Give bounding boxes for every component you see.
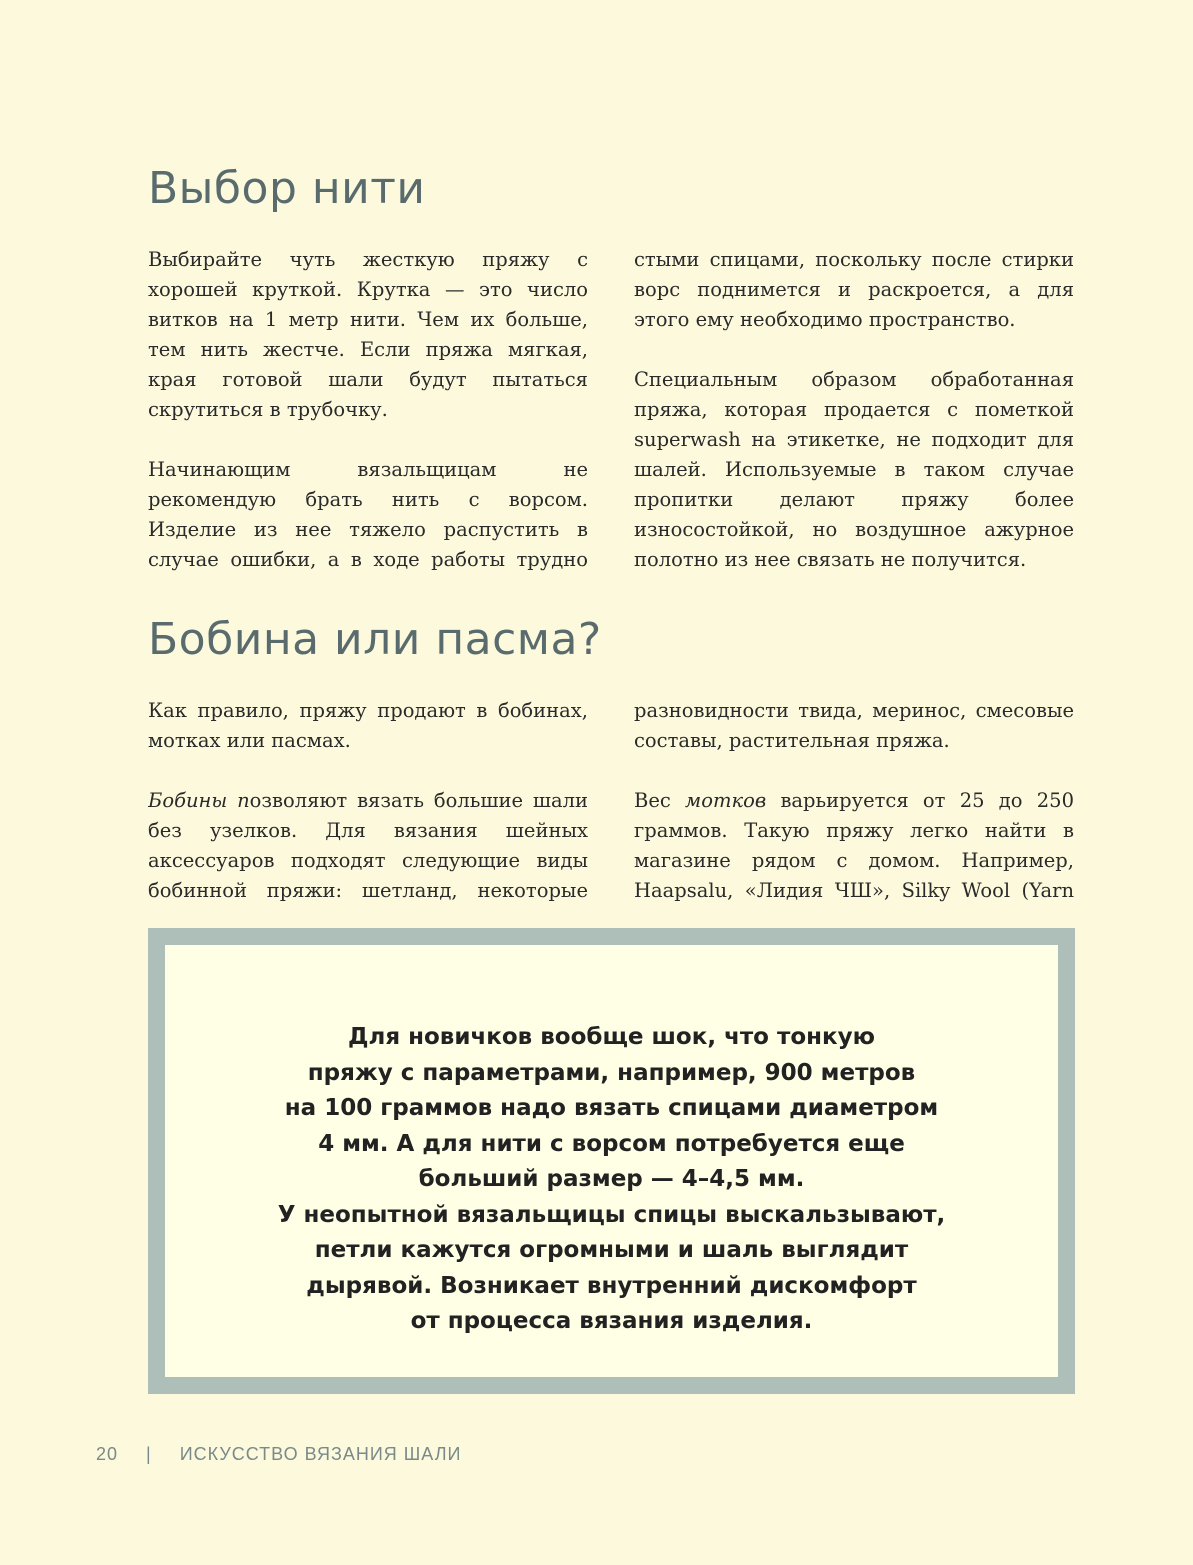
section-heading-bobbin-or-skein: Бобина или пасма? [148, 614, 602, 665]
callout-text [165, 1020, 1058, 1340]
column-left-2 [148, 696, 588, 906]
callout-line: петли кажутся огромными и шаль выглядит [314, 1237, 909, 1263]
callout-line: дырявой. Возникает внутренний дискомфорт [306, 1272, 917, 1299]
paragraph-text: Вес [634, 789, 686, 812]
paragraph: Выбирайте чуть жесткую пряжу с хорошей круткой. Крутка — это число витков на 1 метр нити. Чем их больше, тем нить жестче. Если пряжа мягкая, края готовой шали будут пытаться скрутиться в трубочку. [148, 248, 588, 421]
page-number: 20 [96, 1444, 119, 1464]
continued-text: стыми спицами, поскольку после стирки ворс поднимется и раскроется, а для этого ему необходимо пространство. [634, 248, 1074, 331]
book-title: ИСКУССТВО ВЯЗАНИЯ ШАЛИ [179, 1444, 462, 1464]
column-right-2 [634, 696, 1074, 906]
callout-line: пряжу с параметрами, например, 900 метров [307, 1059, 916, 1086]
paragraph: Как правило, пряжу продают в бобинах, мотках или пасмах. [148, 699, 588, 752]
paragraph-text: варьируется от 25 до 250 граммов. Такую пряжу легко найти в магазине рядом с домом. Например, Haapsalu, «Лидия ЧШ», Silky Wool (Yarn [634, 789, 1074, 902]
paragraph: Специальным образом обработанная пряжа, которая продается с пометкой superwash на этикетке, не подходит для шалей. Используемые в таком случае пропитки делают пряжу более износостойкой, но воздушное ажурное полотно из нее связать не получится. [634, 368, 1074, 571]
callout-line: на 100 граммов надо вязать спицами диаметром [284, 1095, 939, 1121]
callout-box [148, 928, 1075, 1394]
column-right-1 [634, 245, 1074, 575]
section-heading-yarn-choice: Выбор нити [148, 163, 426, 214]
page-footer [96, 1444, 461, 1465]
column-left-1 [148, 245, 588, 575]
continued-text: разновидности твида, меринос, смесовые составы, растительная пряжа. [634, 699, 1074, 752]
callout-line: У неопытной вязальщицы спицы выскальзывают, [277, 1201, 946, 1228]
paragraph-continued [634, 245, 1074, 335]
paragraph: Начинающим вязальщицам не рекомендую брать нить с ворсом. Изделие из нее тяжело распустить в случае ошибки, а в ходе работы трудно [148, 458, 588, 571]
callout-line: 4 мм. А для нити с ворсом потребуется еще [318, 1130, 905, 1157]
callout-line: от процесса вязания изделия. [410, 1308, 813, 1334]
paragraph-text: озволяют вязать большие шали без узелков. Для вязания шейных аксессуаров подходят следующие виды бобинной пряжи: шетланд, некоторые [148, 789, 588, 902]
paragraph [148, 786, 588, 906]
callout-line: Для новичков вообще шок, что тонкую [348, 1024, 875, 1050]
italic-term: Бобины п [148, 789, 250, 812]
italic-term: мотков [685, 789, 767, 812]
paragraph [634, 786, 1074, 906]
paragraph-continued [634, 696, 1074, 756]
footer-separator: | [146, 1444, 152, 1464]
callout-line: больший размер — 4–4,5 мм. [418, 1166, 805, 1192]
